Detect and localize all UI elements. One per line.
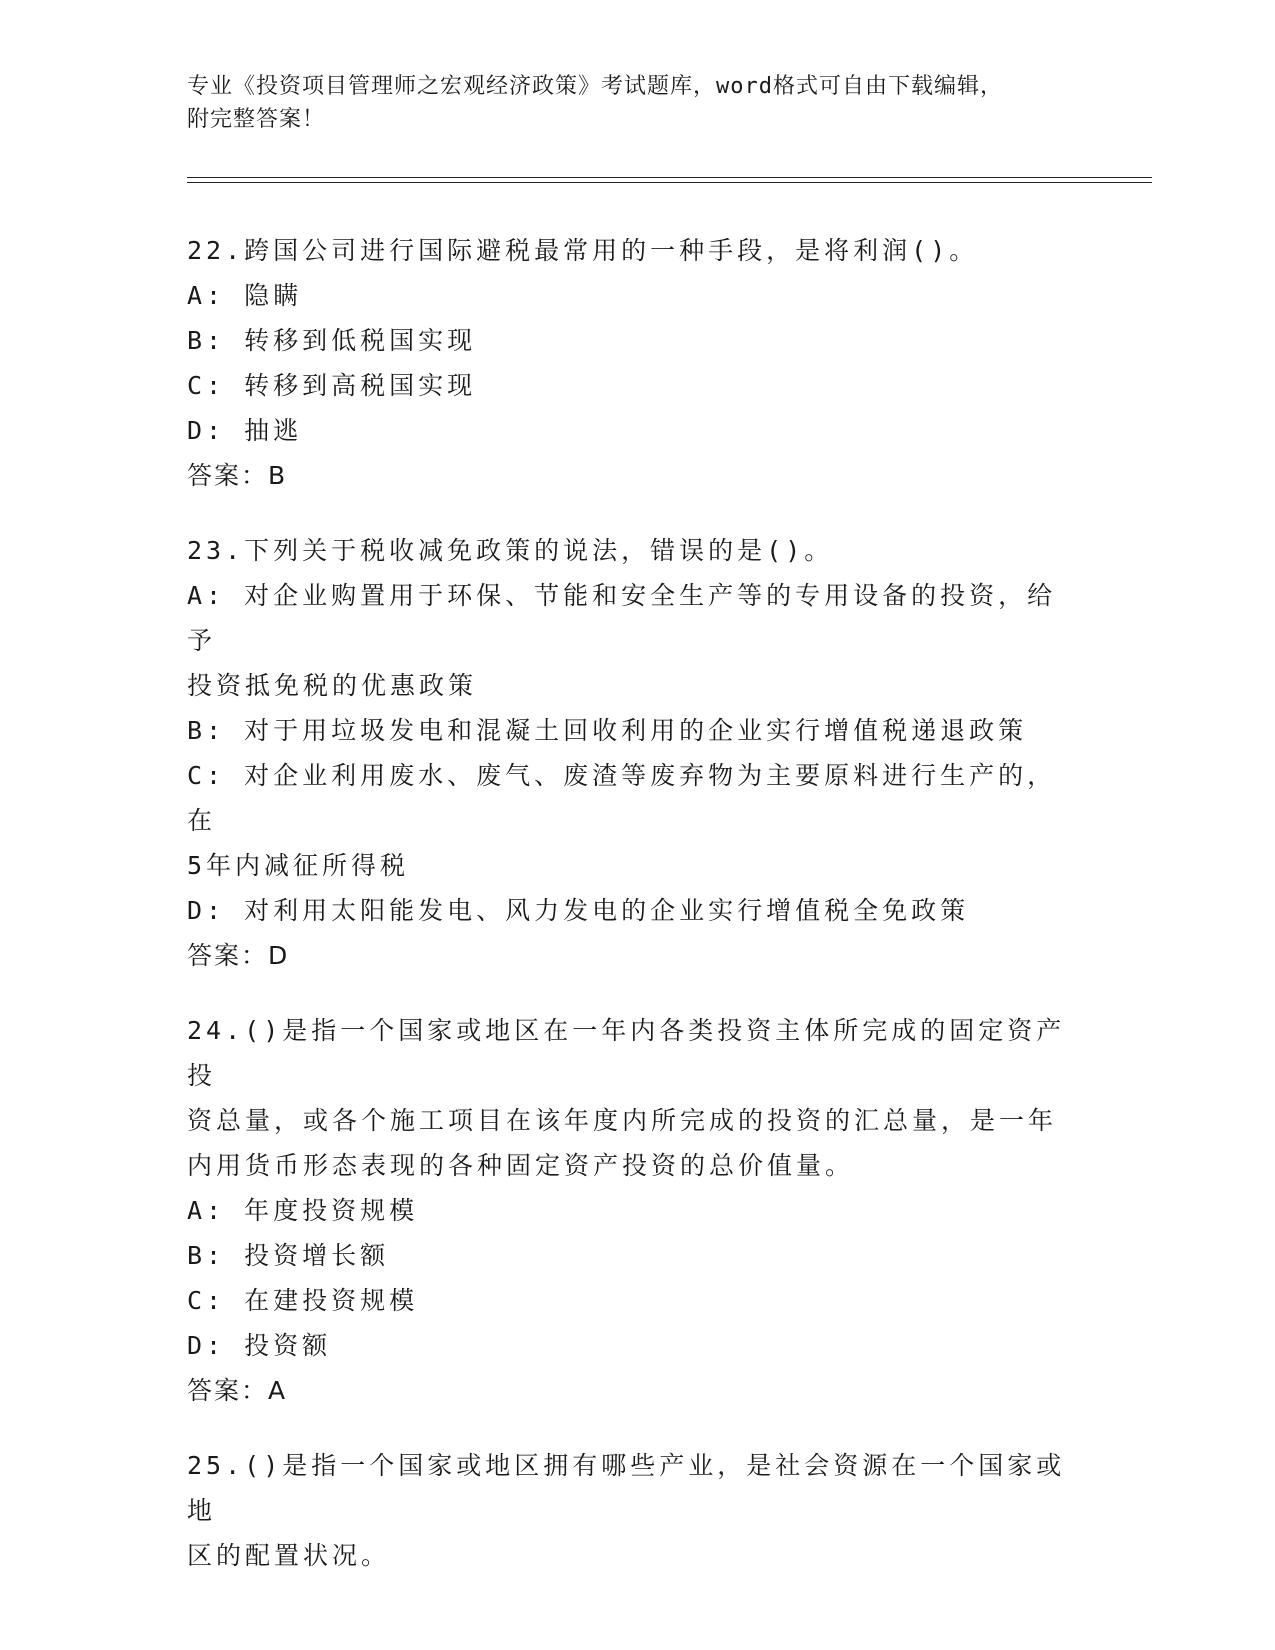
answer: 答案：B — [187, 461, 288, 490]
option-b: B: 投资增长额 — [187, 1241, 390, 1270]
question-stem-continued: 区的配置状况。 — [187, 1541, 391, 1570]
option-a: A: 年度投资规模 — [187, 1196, 419, 1225]
option-d: D: 投资额 — [187, 1331, 332, 1360]
option-c: C: 对企业利用废水、废气、废渣等废弃物为主要原料进行生产的，在 — [187, 761, 1057, 835]
answer: 答案：A — [187, 1376, 288, 1405]
question-stem: 23.下列关于税收减免政策的说法，错误的是()。 — [187, 536, 834, 565]
header-divider-bottom — [187, 182, 1152, 183]
option-a: A: 隐瞒 — [187, 281, 303, 310]
question-stem: 25.()是指一个国家或地区拥有哪些产业，是社会资源在一个国家或地 — [187, 1451, 1066, 1525]
header-divider-top — [187, 177, 1152, 178]
header-line-1: 专业《投资项目管理师之宏观经济政策》考试题库，word格式可自由下载编辑， — [187, 74, 1003, 99]
question-stem-continued: 资总量，或各个施工项目在该年度内所完成的投资的汇总量，是一年 — [187, 1106, 1058, 1135]
question-list — [187, 228, 1077, 1608]
option-d: D: 抽逃 — [187, 416, 303, 445]
option-d: D: 对利用太阳能发电、风力发电的企业实行增值税全免政策 — [187, 896, 970, 925]
question-stem-continued: 内用货币形态表现的各种固定资产投资的总价值量。 — [187, 1151, 855, 1180]
header-line-2: 附完整答案！ — [187, 107, 326, 132]
option-b: B: 转移到低税国实现 — [187, 326, 477, 355]
document-header — [187, 70, 1067, 136]
option-c-continued: 5年内减征所得税 — [187, 851, 410, 880]
option-a-continued: 投资抵免税的优惠政策 — [187, 671, 478, 700]
answer: 答案：D — [187, 941, 290, 970]
question-stem: 22.跨国公司进行国际避税最常用的一种手段，是将利润()。 — [187, 236, 979, 265]
option-a: A: 对企业购置用于环保、节能和安全生产等的专用设备的投资，给予 — [187, 581, 1057, 655]
option-c: C: 转移到高税国实现 — [187, 371, 477, 400]
question-22 — [187, 228, 1077, 498]
option-b: B: 对于用垃圾发电和混凝土回收利用的企业实行增值税递退政策 — [187, 716, 1028, 745]
question-25 — [187, 1443, 1077, 1578]
question-stem: 24.()是指一个国家或地区在一年内各类投资主体所完成的固定资产投 — [187, 1016, 1066, 1090]
question-24 — [187, 1008, 1077, 1413]
option-c: C: 在建投资规模 — [187, 1286, 419, 1315]
question-23 — [187, 528, 1077, 978]
